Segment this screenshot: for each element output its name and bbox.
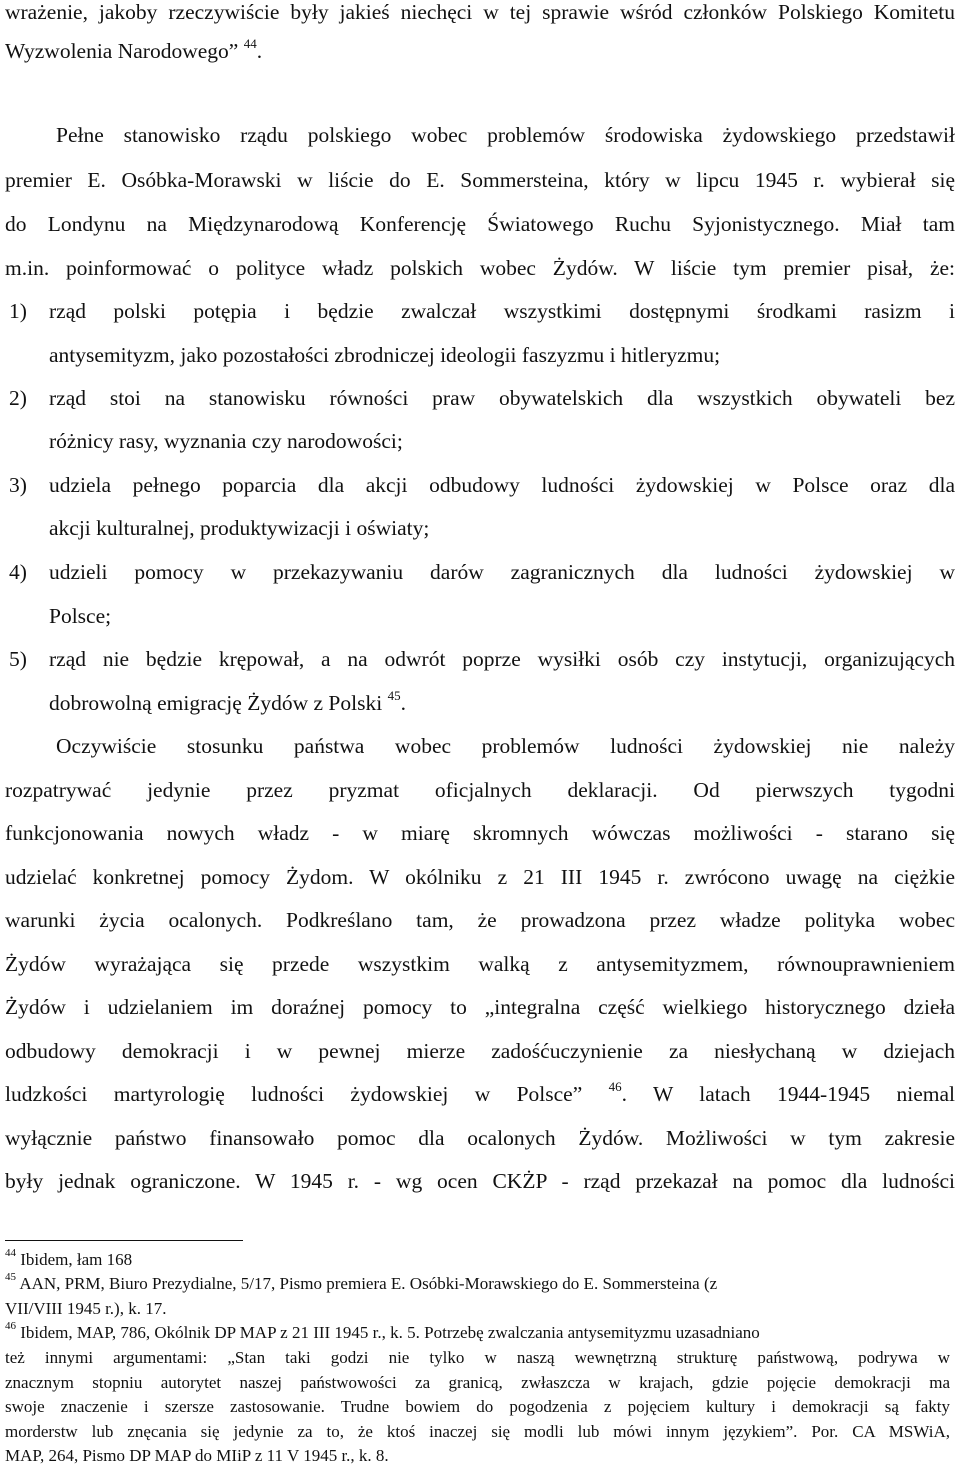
list-item-text: akcji kulturalnej, produktywizacji i oświaty;: [49, 516, 430, 540]
footnote-number: 46: [5, 1320, 16, 1332]
body-line: Żydów wyrażająca się przede wszystkim walką z antysemityzmem, równouprawnieniem: [5, 952, 955, 976]
footnote-line: morderstw lub znęcania się jedynie za to, że ktoś inaczej się modli lub mówi innym językiem”. Por. CA MSWiA,: [5, 1422, 950, 1441]
footnote: $^{45}$ AAN, PRM, Biuro Prezydialne, 5/17, Pismo premiera E. Osóbki-Morawskiego do E. Sommersteina (z: [5, 1271, 718, 1293]
footnote: $^{46}$ Ibidem, MAP, 786, Okólnik DP MAP z 21 III 1945 r., k. 5. Potrzebę zwalczania antysemityzmu uzasadniano: [5, 1320, 760, 1342]
body-line: rozpatrywać jedynie przez pryzmat oficjalnych deklaracji. Od pierwszych tygodni: [5, 778, 955, 802]
body-line: premier E. Osóbka-Morawski w liście do E. Sommersteina, który w lipcu 1945 r. wybierał się: [5, 168, 955, 192]
list-item-text: różnicy rasy, wyznania czy narodowości;: [49, 429, 403, 453]
list-item-text: rząd nie będzie krępował, a na odwrót poprze wysiłki osób czy instytucji, organizujących: [49, 647, 955, 671]
list-item-number: 3): [9, 473, 27, 497]
body-line: Żydów i udzielaniem im doraźnej pomocy to „integralna część wielkiego historycznego dzieła: [5, 995, 955, 1019]
footnote-separator: [5, 1240, 243, 1241]
body-line: Wyzwolenia Narodowego” $^{44}$.: [5, 36, 263, 63]
body-line: Oczywiście stosunku państwa wobec problemów ludności żydowskiej nie należy: [56, 734, 955, 758]
list-item-text: rząd stoi na stanowisku równości praw obywatelskich dla wszystkich obywateli bez: [49, 386, 955, 410]
footnote-ref[interactable]: 45: [387, 688, 401, 703]
list-item-number: 4): [9, 560, 27, 584]
body-line: wrażenie, jakoby rzeczywiście były jakieś niechęci w tej sprawie wśród członków Polskiego Komitetu: [5, 0, 955, 24]
body-line: m.in. poinformować o polityce władz polskich wobec Żydów. W liście tym premier pisał, że:: [5, 256, 955, 280]
list-item-text: antysemityzm, jako pozostałości zbrodniczej ideologii faszyzmu i hitleryzmu;: [49, 343, 721, 367]
body-line: udzielać konkretnej pomocy Żydom. W okólniku z 21 III 1945 r. zwrócono uwagę na ciężkie: [5, 865, 955, 889]
footnote: $^{44}$ Ibidem, łam 168: [5, 1247, 133, 1269]
list-item-number: 5): [9, 647, 27, 671]
list-item-number: 1): [9, 299, 27, 323]
footnote-ref[interactable]: 46: [608, 1079, 622, 1094]
footnote-ref[interactable]: 44: [243, 36, 257, 51]
footnote-number: 44: [5, 1247, 16, 1259]
body-line: były jednak ograniczone. W 1945 r. - wg ocen CKŻP - rząd przekazał na pomoc dla ludności: [5, 1169, 955, 1193]
footnote-number: 45: [5, 1271, 16, 1283]
list-item-text: dobrowolną emigrację Żydów z Polski $^{45}$.: [49, 688, 406, 715]
body-line: ludzkości martyrologię ludności żydowskiej w Polsce” $^{46}$. W latach 1944-1945 niemal: [5, 1079, 956, 1106]
body-line: funkcjonowania nowych władz - w miarę skromnych wówczas możliwości - starano się: [5, 821, 955, 845]
footnote-line: MAP, 264, Pismo DP MAP do MIiP z 11 V 1945 r., k. 8.: [5, 1446, 389, 1465]
body-line: warunki życia ocalonych. Podkreślano tam, że prowadzona przez władze polityka wobec: [5, 908, 955, 932]
body-line: wyłącznie państwo finansowało pomoc dla ocalonych Żydów. Możliwości w tym zakresie: [5, 1126, 955, 1150]
body-line: Pełne stanowisko rządu polskiego wobec problemów środowiska żydowskiego przedstawił: [56, 123, 955, 147]
list-item-text: udzieli pomocy w przekazywaniu darów zagranicznych dla ludności żydowskiej w: [49, 560, 955, 584]
footnote-line: VII/VIII 1945 r.), k. 17.: [5, 1299, 167, 1318]
footnote-line: też innymi argumentami: „Stan taki godzi nie tylko w naszą wewnętrzną strukturę państwową, podrywa w: [5, 1348, 950, 1367]
list-item-text: udziela pełnego poparcia dla akcji odbudowy ludności żydowskiej w Polsce oraz dla: [49, 473, 955, 497]
footnote-line: swoje znaczenie i szersze zastosowanie. Trudne bowiem do pogodzenia z pojęciem kultury i demokracji są fakty: [5, 1397, 950, 1416]
list-item-number: 2): [9, 386, 27, 410]
list-item-text: Polsce;: [49, 604, 112, 628]
body-line: do Londynu na Międzynarodową Konferencję Światowego Ruchu Syjonistycznego. Miał tam: [5, 212, 955, 236]
body-line: odbudowy demokracji i w pewnej mierze zadośćuczynienie za niesłychaną w dziejach: [5, 1039, 955, 1063]
list-item-text: rząd polski potępia i będzie zwalczał wszystkimi dostępnymi środkami rasizm i: [49, 299, 955, 323]
footnote-line: znacznym stopniu autorytet naszej państwowości za granicą, zwłaszcza w krajach, gdzie pojęcie demokracji ma: [5, 1373, 950, 1392]
